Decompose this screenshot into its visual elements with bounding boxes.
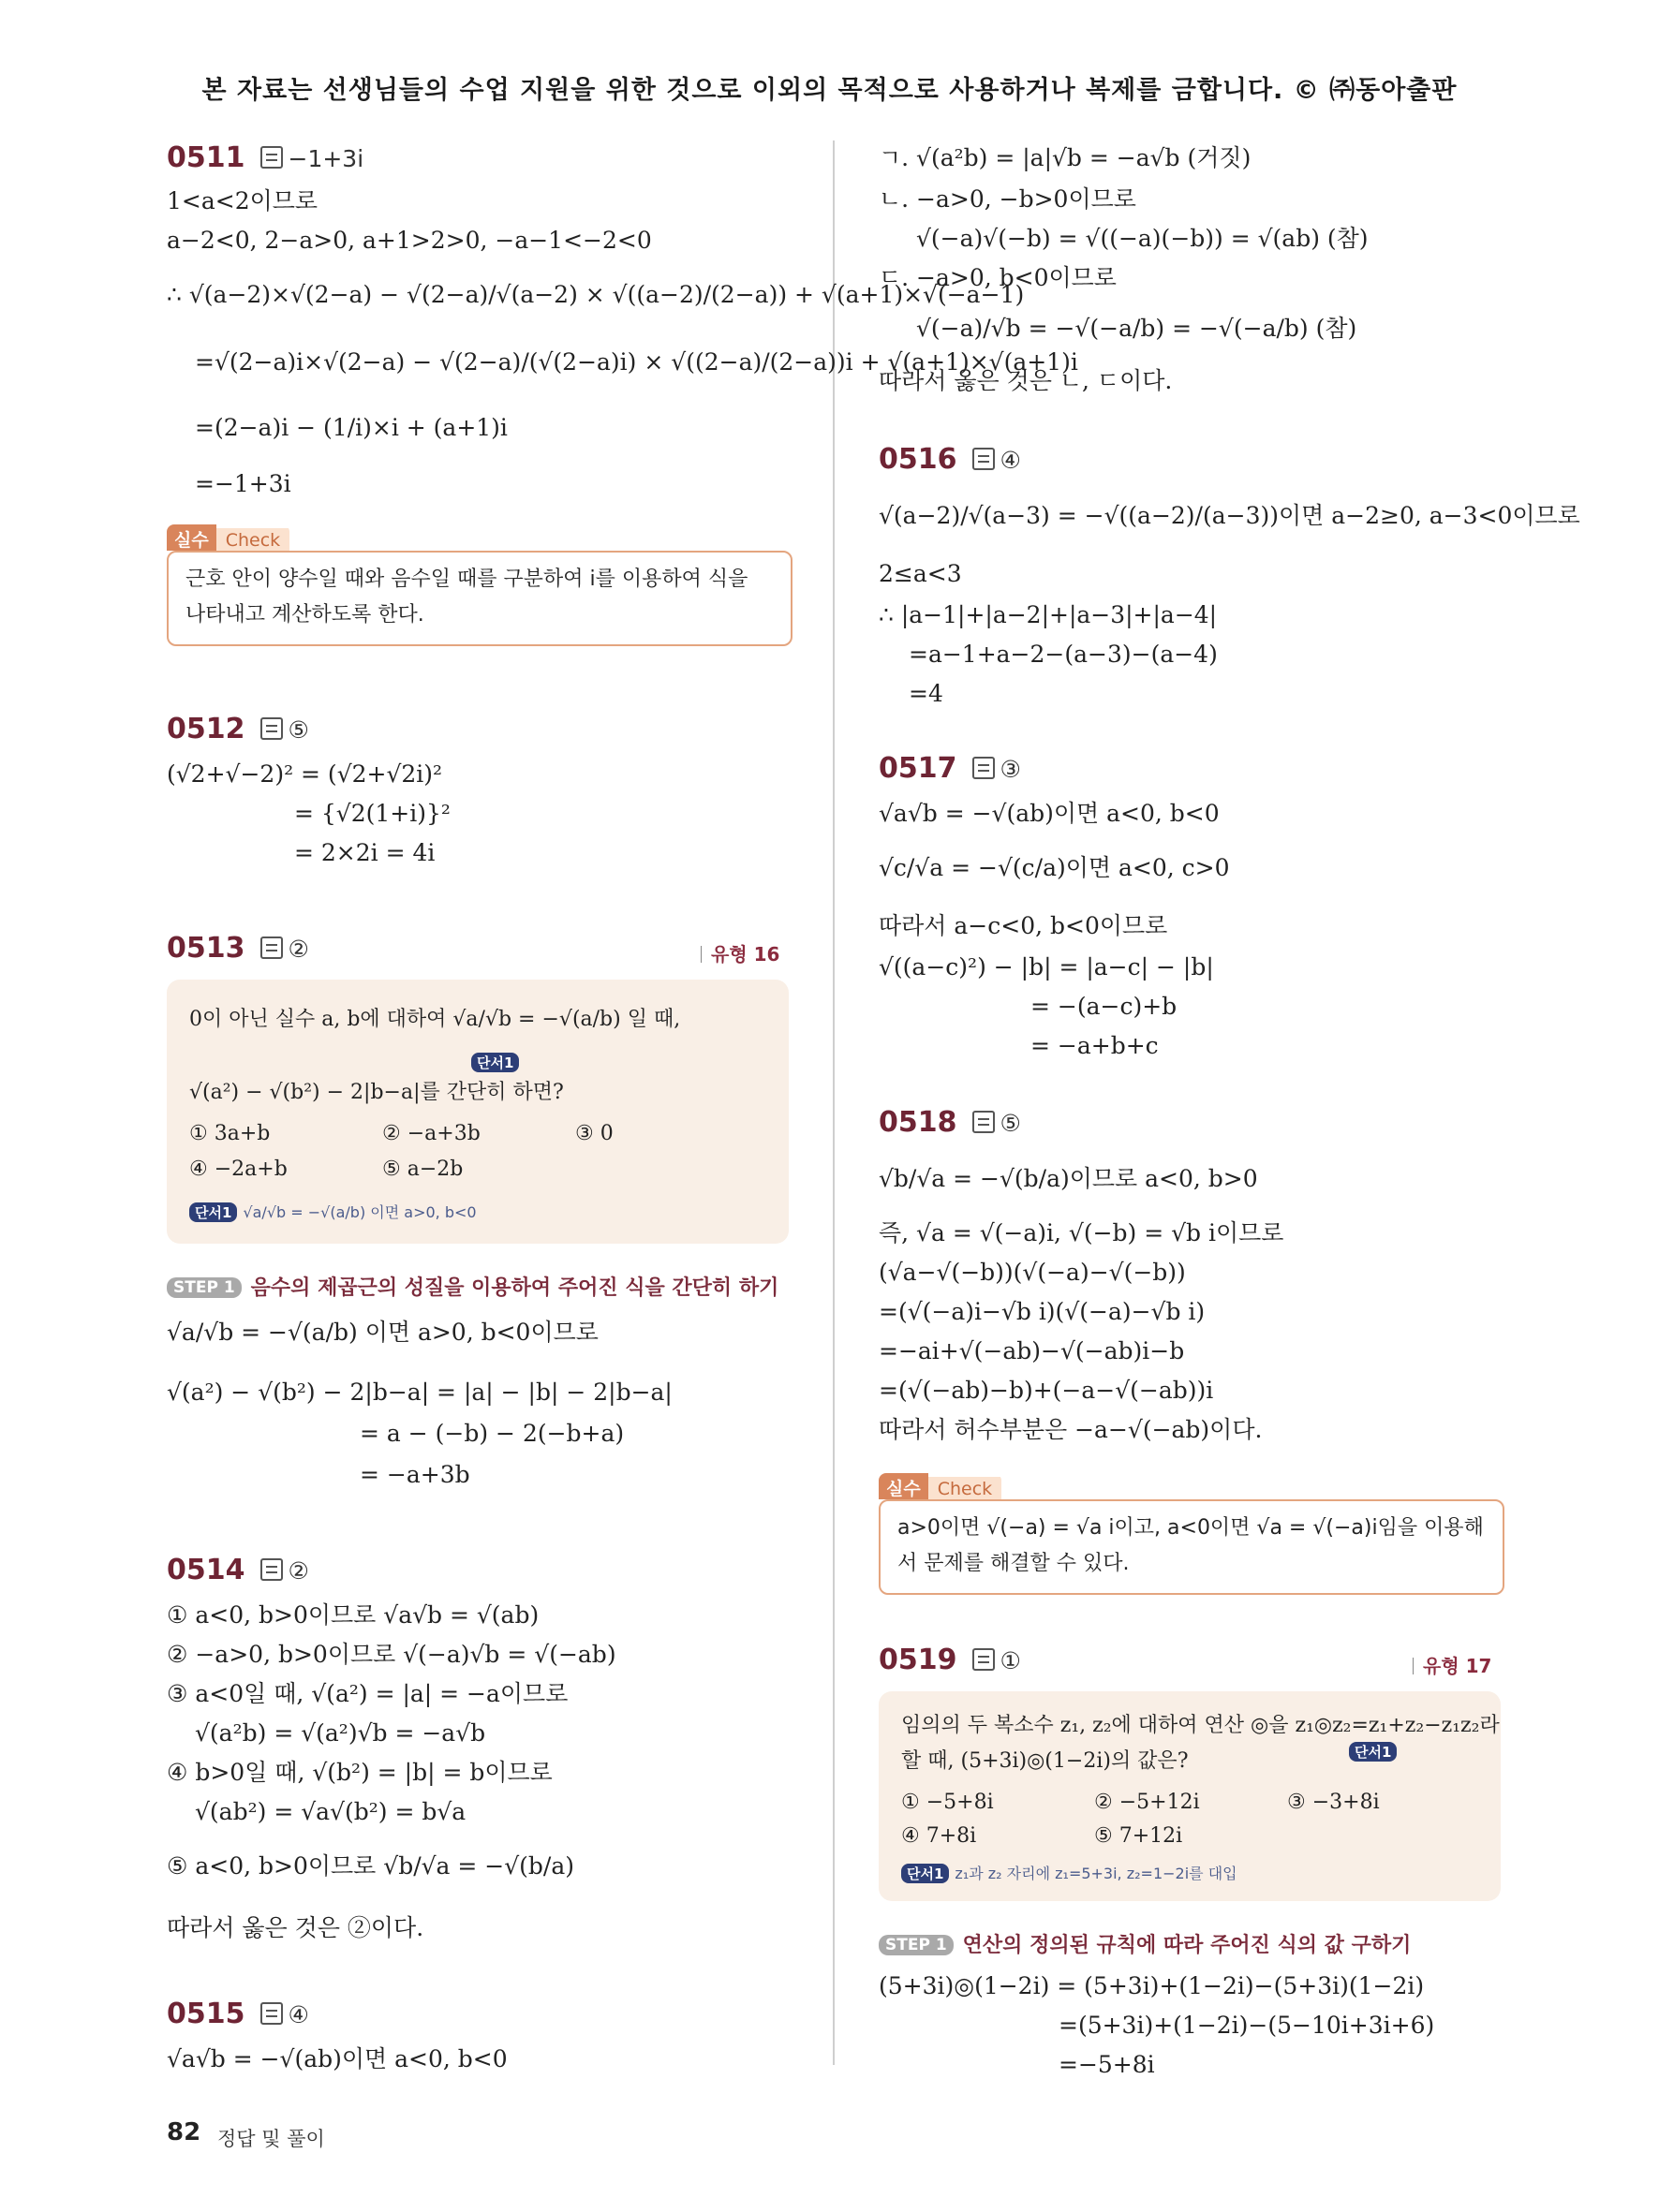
answer: −1+3i bbox=[288, 145, 364, 172]
choice: ① −5+8i bbox=[901, 1791, 994, 1814]
solution-line: √a√b = −√(ab)이면 a<0, b<0 bbox=[879, 800, 1220, 827]
solution-line: = 2×2i = 4i bbox=[294, 839, 436, 866]
problem-0512-heading bbox=[167, 714, 309, 746]
solution-line: ㄱ. √(a²b) = |a|√b = −a√b (거짓) bbox=[879, 144, 1252, 171]
question-text: 0이 아닌 실수 a, b에 대하여 √a/√b = −√(a/b) 일 때, bbox=[189, 1008, 681, 1031]
answer: ⑤ bbox=[288, 716, 309, 744]
problem-0511-heading bbox=[167, 142, 363, 175]
solution-line: 따라서 a−c<0, b<0이므로 bbox=[879, 912, 1168, 939]
solution-line: =4 bbox=[909, 680, 943, 707]
solution-line: ㄴ. −a>0, −b>0이므로 bbox=[879, 185, 1136, 213]
problem-0516-heading bbox=[879, 444, 1021, 477]
question-text: 할 때, (5+3i)◎(1−2i)의 값은? bbox=[901, 1749, 1189, 1773]
answer-icon bbox=[972, 448, 995, 470]
check-tag: 실수 Check bbox=[167, 524, 289, 551]
solution-line: ∴ |a−1|+|a−2|+|a−3|+|a−4| bbox=[879, 601, 1218, 628]
type-tag: 유형 17 bbox=[1413, 1651, 1491, 1678]
solution-line: ④ b>0일 때, √(b²) = |b| = b이므로 bbox=[167, 1759, 553, 1786]
choice: ④ 7+8i bbox=[901, 1824, 977, 1848]
choice: ⑤ 7+12i bbox=[1094, 1824, 1183, 1848]
choice: ③ −3+8i bbox=[1287, 1791, 1380, 1814]
solution-line: (5+3i)◎(1−2i) = (5+3i)+(1−2i)−(5+3i)(1−2i) bbox=[879, 1972, 1425, 1999]
answer-icon bbox=[260, 717, 283, 740]
solution-line: √b/√a = −√(b/a)이므로 a<0, b>0 bbox=[879, 1165, 1258, 1192]
problem-number: 0512 bbox=[167, 713, 245, 745]
clue-badge: 단서1 bbox=[471, 1053, 525, 1072]
solution-line: 2≤a<3 bbox=[879, 560, 962, 587]
solution-line: √a√b = −√(ab)이면 a<0, b<0 bbox=[167, 2045, 508, 2072]
answer-icon bbox=[972, 1648, 995, 1671]
column-divider bbox=[833, 140, 835, 2065]
solution-line: =(5+3i)+(1−2i)−(5−10i+3i+6) bbox=[1059, 2012, 1435, 2039]
question-text: √(a²) − √(b²) − 2|b−a|를 간단히 하면? bbox=[189, 1081, 564, 1104]
solution-line: √(ab²) = √a√(b²) = b√a bbox=[195, 1798, 467, 1825]
check-text: 근호 안이 양수일 때와 음수일 때를 구분하여 i를 이용하여 식을 나타내고 계산하도록 한다. bbox=[185, 568, 748, 627]
page-number: 82 bbox=[167, 2118, 201, 2146]
solution-line: =√(2−a)i×√(2−a) − √(2−a)/(√(2−a)i) × √((2−a)/(2−a))i + √(a+1)×√(a+1)i bbox=[195, 348, 1078, 376]
problem-0513-heading bbox=[167, 933, 309, 966]
step-title: STEP 1 연산의 정의된 규칙에 따라 주어진 식의 값 구하기 bbox=[879, 1929, 1411, 1958]
answer-icon bbox=[260, 1558, 283, 1581]
problem-0515-heading bbox=[167, 1998, 309, 2031]
answer-icon bbox=[972, 1111, 995, 1133]
solution-line: =−1+3i bbox=[195, 470, 291, 497]
solution-line: ㄷ. −a>0, b<0이므로 bbox=[879, 264, 1117, 291]
problem-0514-heading bbox=[167, 1555, 309, 1587]
problem-number: 0516 bbox=[879, 443, 957, 476]
problem-number: 0517 bbox=[879, 752, 957, 785]
solution-line: =(√(−a)i−√b i)(√(−a)−√b i) bbox=[879, 1298, 1206, 1325]
solution-line: 따라서 허수부분은 −a−√(−ab)이다. bbox=[879, 1416, 1263, 1443]
solution-line: √(a²b) = √(a²)√b = −a√b bbox=[195, 1719, 486, 1747]
answer: ③ bbox=[1000, 756, 1021, 783]
type-tag: 유형 16 bbox=[701, 939, 779, 966]
solution-line: =−ai+√(−ab)−√(−ab)i−b bbox=[879, 1337, 1185, 1364]
choice: ③ 0 bbox=[575, 1122, 614, 1145]
problem-number: 0513 bbox=[167, 932, 245, 965]
solution-line: √((a−c)²) − |b| = |a−c| − |b| bbox=[879, 953, 1214, 981]
choice: ⑤ a−2b bbox=[382, 1158, 464, 1181]
clue-note: 단서1 √a/√b = −√(a/b) 이면 a>0, b<0 bbox=[189, 1201, 477, 1222]
check-text: a>0이면 √(−a) = √a i이고, a<0이면 √a = √(−a)i임을 이용해서 문제를 해결할 수 있다. bbox=[897, 1516, 1484, 1575]
check-tag: 실수 Check bbox=[879, 1473, 1001, 1499]
solution-line: ∴ √(a−2)×√(2−a) − √(2−a)/√(a−2) × √((a−2)/(2−a)) + √(a+1)×√(−a−1) bbox=[167, 281, 1025, 308]
solution-line: = −(a−c)+b bbox=[1030, 993, 1178, 1020]
answer: ② bbox=[288, 936, 309, 963]
clue-badge: 단서1 bbox=[1349, 1742, 1402, 1762]
problem-0518-heading bbox=[879, 1107, 1021, 1140]
problem-0517-heading bbox=[879, 753, 1021, 786]
solution-line: =a−1+a−2−(a−3)−(a−4) bbox=[909, 641, 1218, 668]
problem-number: 0515 bbox=[167, 1998, 245, 2030]
choice: ④ −2a+b bbox=[189, 1158, 288, 1181]
solution-line: √c/√a = −√(c/a)이면 a<0, c>0 bbox=[879, 854, 1230, 881]
solution-line: ⑤ a<0, b>0이므로 √b/√a = −√(b/a) bbox=[167, 1852, 575, 1880]
solution-line: √(−a)/√b = −√(−a/b) = −√(−a/b) (참) bbox=[916, 315, 1357, 342]
solution-line: √(a−2)/√(a−3) = −√((a−2)/(a−3))이면 a−2≥0, a−3<0이므로 bbox=[879, 502, 1580, 529]
solution-line: = {√2(1+i)}² bbox=[294, 800, 451, 827]
answer-icon bbox=[972, 757, 995, 779]
answer-icon bbox=[260, 936, 283, 959]
solution-line: 1<a<2이므로 bbox=[167, 187, 318, 214]
solution-line: a−2<0, 2−a>0, a+1>2>0, −a−1<−2<0 bbox=[167, 227, 652, 254]
answer-icon bbox=[260, 2002, 283, 2025]
copyright-header: 본 자료는 선생님들의 수업 지원을 위한 것으로 이외의 목적으로 사용하거나 복제를 금합니다. © ㈜동아출판 bbox=[201, 76, 1458, 105]
solution-line: 따라서 옳은 것은 ㄴ, ㄷ이다. bbox=[879, 367, 1173, 394]
answer: ④ bbox=[1000, 447, 1021, 474]
answer-icon bbox=[260, 146, 283, 169]
solution-line: = a − (−b) − 2(−b+a) bbox=[360, 1420, 625, 1447]
question-text: 임의의 두 복소수 z₁, z₂에 대하여 연산 ◎을 z₁◎z₂=z₁+z₂−z₁z₂라 bbox=[901, 1714, 1500, 1737]
solution-line: =−5+8i bbox=[1059, 2051, 1155, 2078]
solution-line: 즉, √a = √(−a)i, √(−b) = √b i이므로 bbox=[879, 1219, 1284, 1246]
solution-line: 따라서 옳은 것은 ②이다. bbox=[167, 1914, 424, 1941]
problem-number: 0519 bbox=[879, 1644, 957, 1676]
choice: ① 3a+b bbox=[189, 1122, 271, 1145]
problem-0519-heading bbox=[879, 1644, 1021, 1677]
problem-number: 0511 bbox=[167, 141, 245, 174]
clue-note: 단서1 z₁과 z₂ 자리에 z₁=5+3i, z₂=1−2i를 대입 bbox=[901, 1862, 1237, 1883]
choice: ② −a+3b bbox=[382, 1122, 481, 1145]
solution-line: ③ a<0일 때, √(a²) = |a| = −a이므로 bbox=[167, 1680, 569, 1707]
answer: ① bbox=[1000, 1647, 1021, 1674]
answer: ② bbox=[288, 1557, 309, 1585]
step-title: STEP 1 음수의 제곱근의 성질을 이용하여 주어진 식을 간단히 하기 bbox=[167, 1272, 778, 1301]
solution-line: √(−a)√(−b) = √((−a)(−b)) = √(ab) (참) bbox=[916, 225, 1369, 252]
solution-line: =(√(−ab)−b)+(−a−√(−ab))i bbox=[879, 1377, 1214, 1404]
solution-line: ① a<0, b>0이므로 √a√b = √(ab) bbox=[167, 1601, 540, 1629]
answer: ④ bbox=[288, 2001, 309, 2028]
solution-line: √(a²) − √(b²) − 2|b−a| = |a| − |b| − 2|b−a| bbox=[167, 1379, 673, 1406]
solution-line: ② −a>0, b>0이므로 √(−a)√b = √(−ab) bbox=[167, 1641, 616, 1668]
solution-line: = −a+3b bbox=[360, 1461, 470, 1488]
solution-line: =(2−a)i − (1/i)×i + (a+1)i bbox=[195, 414, 508, 441]
choice: ② −5+12i bbox=[1094, 1791, 1200, 1814]
footer-label: 정답 및 풀이 bbox=[217, 2128, 325, 2150]
solution-line: (√a−√(−b))(√(−a)−√(−b)) bbox=[879, 1259, 1186, 1286]
problem-number: 0514 bbox=[167, 1554, 245, 1586]
problem-number: 0518 bbox=[879, 1106, 957, 1139]
solution-line: (√2+√−2)² = (√2+√2i)² bbox=[167, 760, 443, 788]
solution-line: = −a+b+c bbox=[1030, 1032, 1159, 1059]
answer: ⑤ bbox=[1000, 1110, 1021, 1137]
solution-line: √a/√b = −√(a/b) 이면 a>0, b<0이므로 bbox=[167, 1319, 599, 1346]
